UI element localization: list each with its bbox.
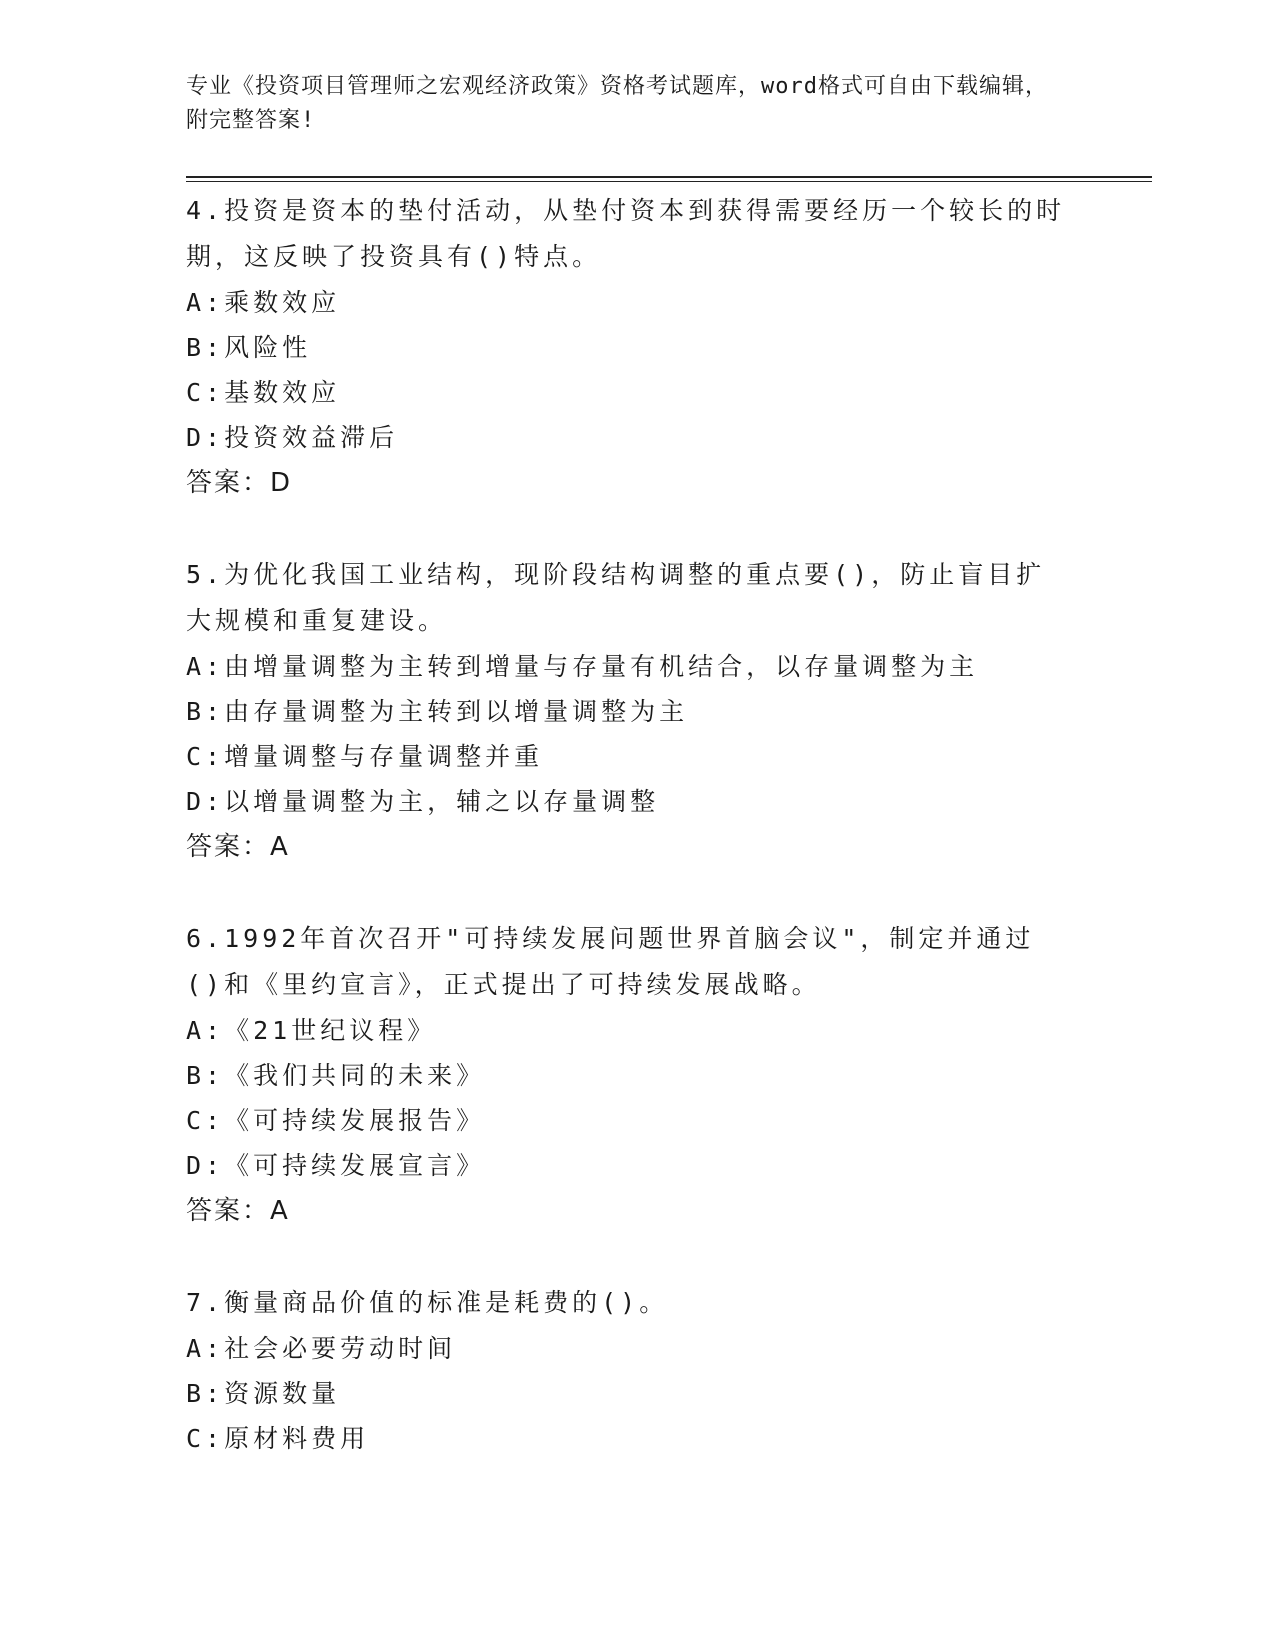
question-list bbox=[186, 188, 1066, 1507]
option-a: A:由增量调整为主转到增量与存量有机结合，以存量调整为主 bbox=[186, 652, 979, 681]
option-a: A:《21世纪议程》 bbox=[186, 1016, 437, 1045]
option-d: D:《可持续发展宣言》 bbox=[186, 1151, 486, 1180]
option-b: B:由存量调整为主转到以增量调整为主 bbox=[186, 697, 689, 726]
document-intro: 专业《投资项目管理师之宏观经济政策》资格考试题库，word格式可自由下载编辑，附完整答案! bbox=[186, 74, 1048, 133]
option-a: A:社会必要劳动时间 bbox=[186, 1334, 457, 1363]
answer-text: 答案：A bbox=[186, 832, 290, 862]
option-c: C:原材料费用 bbox=[186, 1424, 370, 1453]
option-a: A:乘数效应 bbox=[186, 288, 341, 317]
question-stem: 4.投资是资本的垫付活动，从垫付资本到获得需要经历一个较长的时期，这反映了投资具有()特点。 bbox=[186, 196, 1066, 271]
header-divider-thin bbox=[186, 181, 1152, 182]
option-b: B:《我们共同的未来》 bbox=[186, 1061, 486, 1090]
header-divider-thick bbox=[186, 176, 1152, 178]
question-item bbox=[186, 1280, 1066, 1461]
option-c: C:增量调整与存量调整并重 bbox=[186, 742, 544, 771]
option-d: D:以增量调整为主，辅之以存量调整 bbox=[186, 787, 660, 816]
option-b: B:风险性 bbox=[186, 333, 312, 362]
question-stem: 7.衡量商品价值的标准是耗费的()。 bbox=[186, 1288, 669, 1317]
question-stem: 5.为优化我国工业结构，现阶段结构调整的重点要()，防止盲目扩大规模和重复建设。 bbox=[186, 560, 1046, 635]
answer-text: 答案：D bbox=[186, 468, 293, 498]
option-c: C:《可持续发展报告》 bbox=[186, 1106, 486, 1135]
question-stem: 6.1992年首次召开"可持续发展问题世界首脑会议"，制定并通过()和《里约宣言》，正式提出了可持续发展战略。 bbox=[186, 924, 1035, 999]
option-b: B:资源数量 bbox=[186, 1379, 341, 1408]
option-c: C:基数效应 bbox=[186, 378, 341, 407]
question-item bbox=[186, 916, 1066, 1234]
option-d: D:投资效益滞后 bbox=[186, 423, 399, 452]
answer-text: 答案：A bbox=[186, 1196, 290, 1226]
question-item bbox=[186, 188, 1066, 506]
question-item bbox=[186, 552, 1066, 870]
